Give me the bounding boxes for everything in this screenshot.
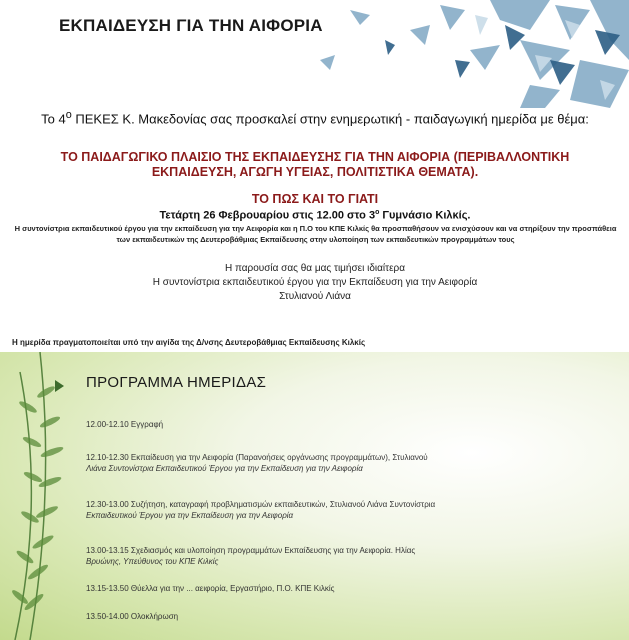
subtitle: ΤΟ ΠΩΣ ΚΑΙ ΤΟ ΓΙΑΤΙ: [251, 192, 379, 206]
program-title: ΠΡΟΓΡΑΜΜΑ ΗΜΕΡΙΔΑΣ: [86, 374, 267, 391]
invitation-text: Το $4^o$ ΠΕΚΕΣ Κ. Μακεδονίας σας προσκαλεί στην ενημερωτική - παιδαγωγική ημερίδα με θέμα:: [41, 109, 589, 127]
aegis-note: Η ημερίδα πραγματοποιείται υπό την αιγίδα της Δ/νσης Δευτεροβάθμιας Εκπαίδευσης Κιλκίς: [12, 338, 366, 347]
fern-leaves-decoration: [0, 352, 629, 640]
bullet-arrow-icon: [55, 380, 64, 392]
regards-line: Η συντονίστρια εκπαιδευτικού έργου για την Εκπαίδευση για την Αειφορία: [152, 277, 478, 288]
broken-glass-image: [290, 0, 629, 108]
program-item: 13.00-13.15 Σχεδιασμός και υλοποίηση προγραμμάτων Εκπαίδευσης για την Αειφορία. Ηλίας Βρυώνης, Υπεύθυνος του ΚΠΕ Κιλκίς: [86, 546, 416, 566]
program-item: 12.30-13.00 Συζήτηση, καταγραφή προβληματισμών εκπαιδευτικών, Στυλιανού Λιάνα Συντονίστρια Εκπαιδευτικού Έργου για την Εκπαίδευση για την Αειφορία: [86, 500, 436, 520]
regards-block: [30, 262, 600, 304]
theme-title: ΤΟ ΠΑΙΔΑΓΩΓΙΚΟ ΠΛΑΙΣΙΟ ΤΗΣ ΕΚΠΑΙΔΕΥΣΗΣ ΓΙΑ ΤΗΝ ΑΙΦΟΡΙΑ (ΠΕΡΙΒΑΛΛΟΝΤΙΚΗ ΕΚΠΑΙΔΕΥΣΗ, ΑΓΩΓΗ ΥΓΕΙΑΣ, ΠΟΛΙΤΙΣΤΙΚΑ ΘΕΜΑΤΑ).: [60, 150, 570, 179]
program-section: [0, 352, 629, 640]
regards-line: Στυλιανού Λιάνα: [279, 291, 351, 302]
event-details: Η συντονίστρια εκπαιδευτικού έργου για την εκπαίδευση για την Αειφορία και η Π.Ο του ΚΠΕ Κιλκίς θα προσπαθήσουν να ενισχύσουν και να στηρίξουν την προσπάθεια των εκπαιδευτικών της Δευτεροβάθμιας Εκπαίδευσης στην υλοποίηση των εκπαιδευτικών προγραμμάτων τους: [14, 224, 617, 244]
page-title: ΕΚΠΑΙΔΕΥΣΗ ΓΙΑ ΤΗΝ ΑΙΦΟΡΙΑ: [59, 16, 323, 35]
program-item: 12.00-12.10 Εγγραφή: [86, 420, 164, 429]
program-item: 13.15-13.50 Θύελλα για την ... αειφορία, Εργαστήριο, Π.Ο. ΚΠΕ Κιλκίς: [86, 584, 335, 593]
program-item: 12.10-12.30 Εκπαίδευση για την Αειφορία (Παρανοήσεις οργάνωσης προγραμμάτων), Στυλιανού Λιάνα Συντονίστρια Εκπαιδευτικού Έργου για την Εκπαίδευση για την Αειφορία: [86, 453, 428, 473]
program-item: 13.50-14.00 Ολοκλήρωση: [86, 612, 179, 621]
regards-line: Η παρουσία σας θα μας τιμήσει ιδιαίτερα: [224, 263, 406, 274]
event-date: Τετάρτη 26 Φεβρουαρίου στις 12.00 στο $3^o$ Γυμνάσιο Κιλκίς.: [159, 209, 471, 222]
